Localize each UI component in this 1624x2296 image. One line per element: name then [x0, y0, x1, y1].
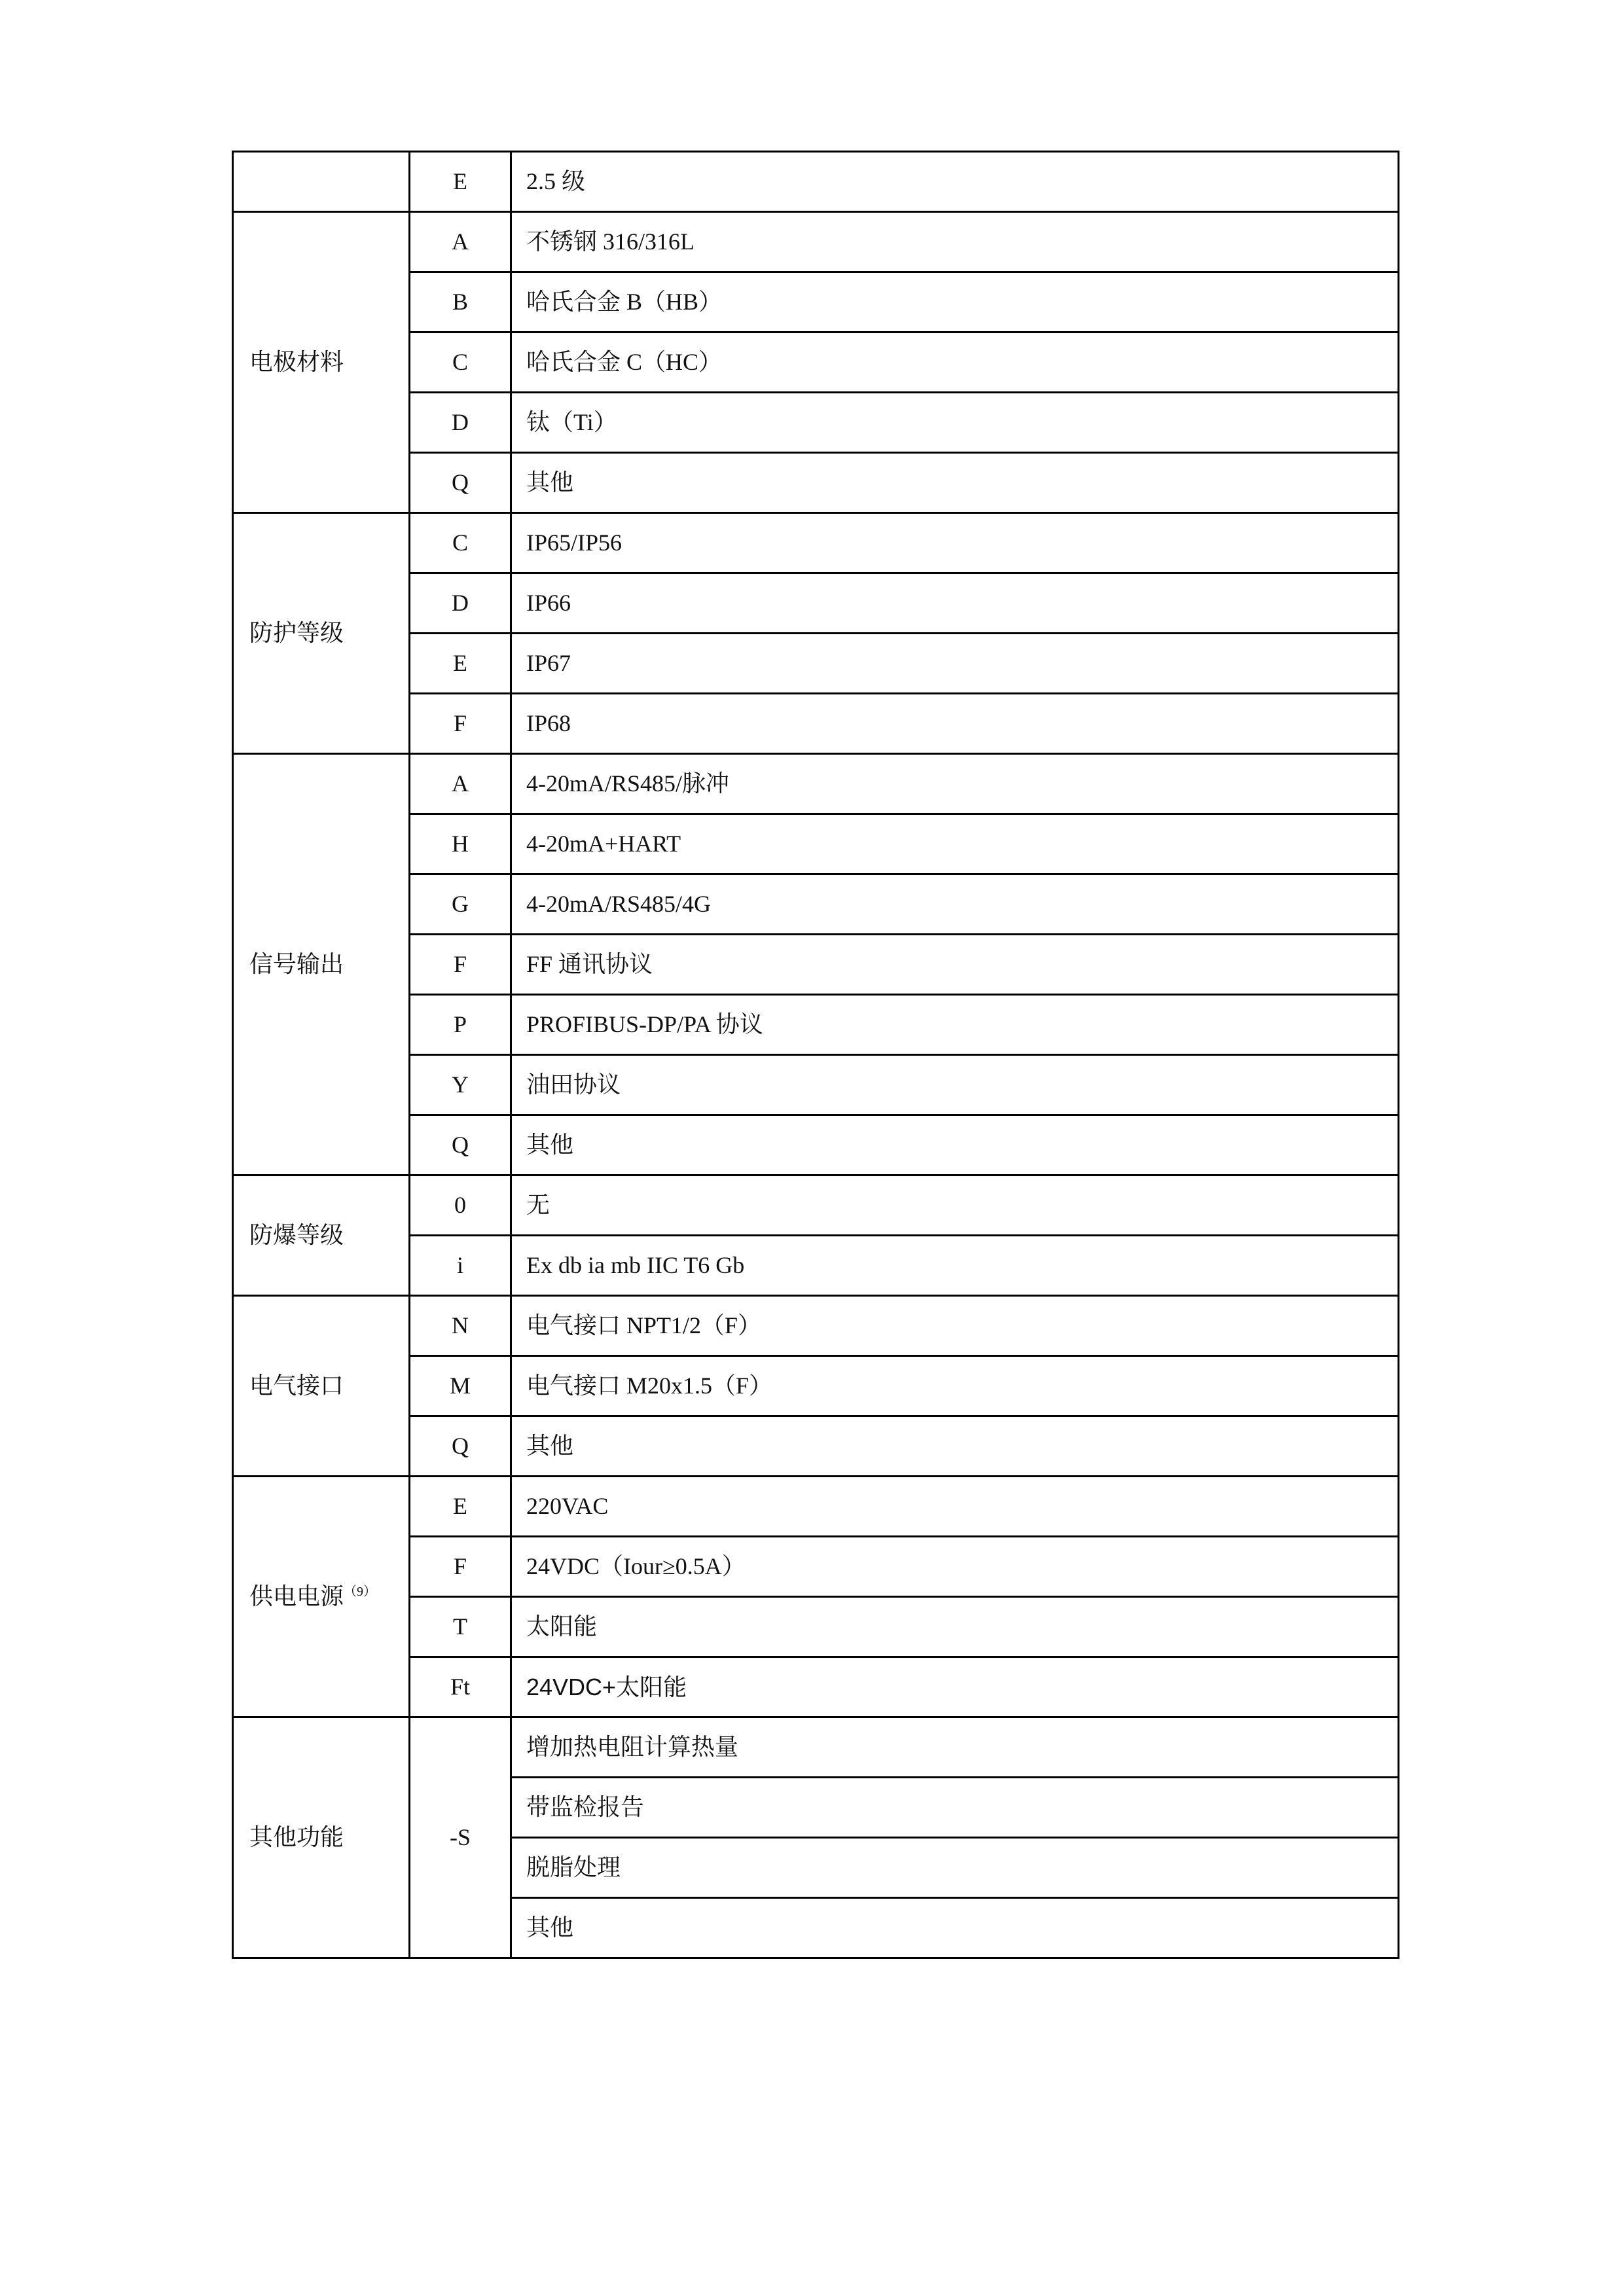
option-description-cell [511, 1296, 1399, 1356]
option-code-cell [410, 874, 511, 935]
option-description: 太阳能 [526, 1613, 598, 1640]
option-description: PROFIBUS-DP/PA 协议 [526, 1011, 763, 1037]
option-code: Ft [450, 1673, 471, 1700]
option-description: 带监检报告 [526, 1793, 645, 1820]
option-description-cell [511, 1115, 1399, 1175]
option-description-cell [511, 814, 1399, 874]
table-row [233, 212, 1399, 272]
option-description: 其他 [526, 1432, 574, 1459]
group-label-cell [233, 212, 410, 513]
option-description: 油田协议 [526, 1071, 621, 1098]
option-code-cell [410, 453, 511, 513]
option-code-cell [410, 1477, 511, 1537]
option-description: 哈氏合金 B（HB） [526, 288, 723, 315]
group-label-cell [233, 152, 410, 212]
option-code-cell [410, 573, 511, 634]
group-label-cell [233, 1296, 410, 1477]
option-code-cell [410, 272, 511, 332]
option-description: 4-20mA/RS485/脉冲 [526, 770, 730, 797]
option-description: 哈氏合金 C（HC） [526, 348, 723, 375]
option-code-cell [410, 1416, 511, 1477]
option-code-cell [410, 1296, 511, 1356]
option-description: 钛（Ti） [526, 408, 617, 435]
option-code: Q [452, 1131, 469, 1158]
option-code-cell [410, 754, 511, 814]
option-description: 4-20mA+HART [526, 830, 681, 857]
option-code: D [452, 408, 469, 435]
option-code-cell [410, 1055, 511, 1115]
group-label-cell [233, 1477, 410, 1717]
option-code-cell [410, 513, 511, 573]
option-description-cell [511, 1356, 1399, 1416]
option-description-cell [511, 212, 1399, 272]
option-description-cell [511, 272, 1399, 332]
option-description-cell [511, 513, 1399, 573]
option-code-cell [410, 634, 511, 694]
option-description: 其他 [526, 1131, 574, 1158]
option-description: Ex db ia mb IIC T6 Gb [526, 1251, 745, 1278]
option-code: C [452, 348, 468, 375]
option-description-cell [511, 1657, 1399, 1717]
option-description: 其他 [526, 469, 574, 495]
option-description-cell [511, 1717, 1399, 1778]
option-code-cell [410, 1356, 511, 1416]
option-code-cell [410, 1115, 511, 1175]
option-code: Y [452, 1071, 469, 1098]
option-description-cell [511, 1055, 1399, 1115]
option-code: i [456, 1251, 463, 1278]
option-description: 24VDC（Iour≥0.5A） [526, 1552, 746, 1579]
group-label: 电气接口 [249, 1372, 344, 1399]
option-code: B [452, 288, 468, 315]
option-description-cell [511, 1477, 1399, 1537]
option-description: IP67 [526, 649, 571, 676]
option-description-cell [511, 1597, 1399, 1657]
option-code: H [452, 830, 469, 857]
table-row [233, 152, 1399, 212]
option-code: N [452, 1312, 469, 1338]
option-description-cell [511, 995, 1399, 1055]
spec-table [232, 151, 1399, 1959]
option-description-cell [511, 754, 1399, 814]
option-code-cell [410, 332, 511, 393]
table-row [233, 1175, 1399, 1236]
option-code-cell [410, 1597, 511, 1657]
group-label-superscript: （9） [344, 1584, 377, 1599]
option-code-cell [410, 694, 511, 754]
option-code-cell [410, 1717, 511, 1958]
option-code: C [452, 529, 468, 556]
option-code: Q [452, 1432, 469, 1459]
option-code: F [453, 1552, 467, 1579]
group-label: 信号输出 [249, 950, 344, 977]
table-row [233, 1717, 1399, 1778]
option-code-cell [410, 1537, 511, 1597]
group-label-cell [233, 1175, 410, 1296]
option-description: IP65/IP56 [526, 529, 623, 556]
option-description-cell [511, 152, 1399, 212]
option-code: F [453, 709, 467, 736]
option-code: E [453, 168, 467, 194]
group-label-cell [233, 1717, 410, 1958]
option-description: 220VAC [526, 1492, 609, 1519]
option-description-cell [511, 1416, 1399, 1477]
group-label: 防爆等级 [249, 1221, 344, 1248]
option-description-cell [511, 694, 1399, 754]
option-description: 电气接口 NPT1/2（F） [526, 1312, 762, 1338]
group-label: 电极材料 [249, 348, 344, 375]
option-code: T [453, 1613, 467, 1640]
option-description-cell [511, 1537, 1399, 1597]
option-description: FF 通讯协议 [526, 950, 653, 977]
option-code: P [453, 1011, 467, 1037]
option-description: 无 [526, 1191, 550, 1218]
option-description-cell [511, 573, 1399, 634]
option-description: 脱脂处理 [526, 1854, 621, 1880]
option-description-cell [511, 1175, 1399, 1236]
group-label: 供电电源 [249, 1583, 344, 1609]
option-code: F [453, 950, 467, 977]
table-row [233, 1296, 1399, 1356]
option-code: E [453, 1492, 467, 1519]
option-code-cell [410, 1236, 511, 1296]
option-description: 增加热电阻计算热量 [526, 1733, 739, 1760]
table-row [233, 1477, 1399, 1537]
spec-table-body [233, 152, 1399, 1958]
group-label: 防护等级 [249, 619, 344, 646]
option-code: A [452, 770, 469, 797]
option-code-cell [410, 814, 511, 874]
group-label-cell [233, 754, 410, 1175]
option-code: 0 [454, 1191, 466, 1218]
option-description: 24VDC+太阳能 [526, 1673, 687, 1700]
option-description: 4-20mA/RS485/4G [526, 890, 712, 917]
group-label: 其他功能 [249, 1823, 344, 1850]
option-description: IP66 [526, 589, 571, 616]
option-code: D [452, 589, 469, 616]
table-row [233, 513, 1399, 573]
option-code: G [452, 890, 469, 917]
option-description-cell [511, 1778, 1399, 1838]
option-code: -S [449, 1823, 471, 1850]
option-description-cell [511, 1838, 1399, 1898]
table-row [233, 754, 1399, 814]
option-description-cell [511, 1898, 1399, 1958]
option-code-cell [410, 1175, 511, 1236]
option-code-cell [410, 1657, 511, 1717]
option-code: M [449, 1372, 471, 1399]
option-description-cell [511, 332, 1399, 393]
option-description: 不锈钢 316/316L [526, 228, 695, 255]
option-description: IP68 [526, 709, 571, 736]
option-description-cell [511, 393, 1399, 453]
option-description-cell [511, 1236, 1399, 1296]
group-label-cell [233, 513, 410, 754]
option-code-cell [410, 393, 511, 453]
option-code-cell [410, 935, 511, 995]
option-code-cell [410, 995, 511, 1055]
option-code: E [453, 649, 467, 676]
option-code: A [452, 228, 469, 255]
option-code-cell [410, 152, 511, 212]
option-description-cell [511, 634, 1399, 694]
option-description-cell [511, 874, 1399, 935]
option-description-cell [511, 935, 1399, 995]
option-description: 2.5 级 [526, 168, 586, 194]
option-description-cell [511, 453, 1399, 513]
option-description: 其他 [526, 1914, 574, 1941]
option-code-cell [410, 212, 511, 272]
option-code: Q [452, 469, 469, 495]
option-description: 电气接口 M20x1.5（F） [526, 1372, 773, 1399]
